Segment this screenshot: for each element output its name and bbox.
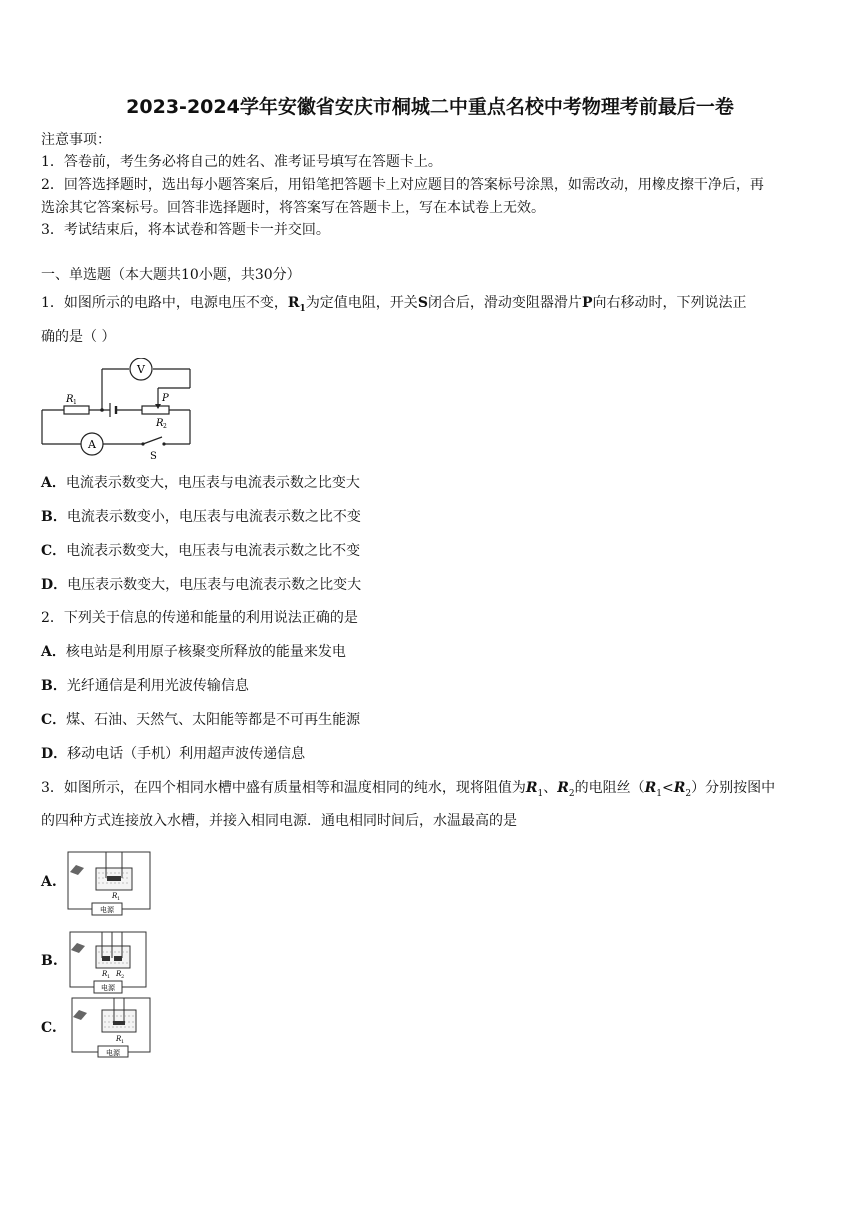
switch-icon xyxy=(70,865,84,875)
q2-option-c: C．煤、石油、天然气、太阳能等都是不可再生能源 xyxy=(41,712,361,728)
q3-option-a-label: A. xyxy=(41,874,57,890)
section-heading: 一、单选题（本大题共10小题，共30分） xyxy=(41,267,301,283)
svg-text:1: 1 xyxy=(121,1039,125,1045)
svg-text:2: 2 xyxy=(163,423,167,430)
q2-option-b: B．光纤通信是利用光波传输信息 xyxy=(41,678,249,694)
switch-icon xyxy=(71,943,85,953)
resistor-icon xyxy=(107,876,121,881)
notice-heading: 注意事项： xyxy=(41,132,111,148)
q3-option-a-figure xyxy=(62,848,154,916)
notice-item-1: 1．答卷前，考生务必将自己的姓名、准考证号填写在答题卡上。 xyxy=(41,154,442,170)
q1-option-d: D．电压表示数变大，电压表与电流表示数之比变大 xyxy=(41,577,362,593)
resistor-2-icon xyxy=(114,956,122,961)
svg-text:电源: 电源 xyxy=(100,906,114,914)
notice-item-3: 3．考试结束后，将本试卷和答题卡一并交回。 xyxy=(41,222,330,238)
svg-text:R: R xyxy=(116,1035,122,1043)
q1-stem-line2: 确的是（ ） xyxy=(41,329,116,345)
svg-text:1: 1 xyxy=(107,974,111,980)
q1-option-c: C．电流表示数变大，电压表与电流表示数之比不变 xyxy=(41,543,361,559)
svg-text:R: R xyxy=(66,394,74,405)
svg-text:电源: 电源 xyxy=(101,984,115,992)
q3-stem-line2: 的四种方式连接放入水槽，并接入相同电源．通电相同时间后，水温最高的是 xyxy=(41,813,517,829)
resistor-1-icon xyxy=(102,956,110,961)
q2-option-a: A．核电站是利用原子核聚变所释放的能量来发电 xyxy=(41,644,346,660)
page-title: 2023-2024学年安徽省安庆市桐城二中重点名校中考物理考前最后一卷 xyxy=(126,96,734,118)
q3-stem-line1: 3．如图所示，在四个相同水槽中盛有质量相等和温度相同的纯水，现将阻值为$R_1$、$R_2$的电阻丝$(R_1<R_2)$分别按图中 xyxy=(41,780,776,799)
svg-text:P: P xyxy=(162,393,169,404)
svg-text:S: S xyxy=(150,451,157,462)
svg-text:2: 2 xyxy=(121,974,125,980)
q3-option-b-figure xyxy=(62,928,154,994)
q2-option-d: D．移动电话（手机）利用超声波传递信息 xyxy=(41,746,306,762)
q3-option-c-figure xyxy=(64,994,156,1058)
notice-item-2: 2．回答选择题时，选出每小题答案后，用铅笔把答题卡上对应题目的答案标号涂黑，如需改动，用橡皮擦干净后，再 xyxy=(41,177,764,193)
q3-option-c-label: C. xyxy=(41,1020,57,1036)
svg-text:R: R xyxy=(156,418,164,429)
q1-option-b: B．电流表示数变小，电压表与电流表示数之比不变 xyxy=(41,509,361,525)
svg-text:A: A xyxy=(88,438,96,451)
svg-text:1: 1 xyxy=(117,896,121,902)
svg-text:R: R xyxy=(102,970,108,978)
notice-item-2-cont: 选涂其它答案标号。回答非选择题时，将答案写在答题卡上，写在本试卷上无效。 xyxy=(41,200,545,216)
svg-text:R: R xyxy=(116,970,122,978)
q3-option-b-label: B. xyxy=(41,953,58,969)
svg-text:R: R xyxy=(112,892,118,900)
svg-text:1: 1 xyxy=(73,399,77,406)
svg-text:电源: 电源 xyxy=(106,1049,120,1057)
q2-stem: 2．下列关于信息的传递和能量的利用说法正确的是 xyxy=(41,610,358,626)
svg-text:V: V xyxy=(137,363,145,376)
q1-circuit-diagram xyxy=(38,358,198,462)
switch-icon xyxy=(73,1010,87,1020)
resistor-icon xyxy=(113,1021,125,1025)
q1-option-a: A．电流表示数变大，电压表与电流表示数之比变大 xyxy=(41,475,360,491)
q1-stem-line1: 1．如图所示的电路中，电源电压不变，$R_1$为定值电阻，开关S闭合后，滑动变阻器滑片P向右移动时，下列说法正 xyxy=(41,295,747,314)
